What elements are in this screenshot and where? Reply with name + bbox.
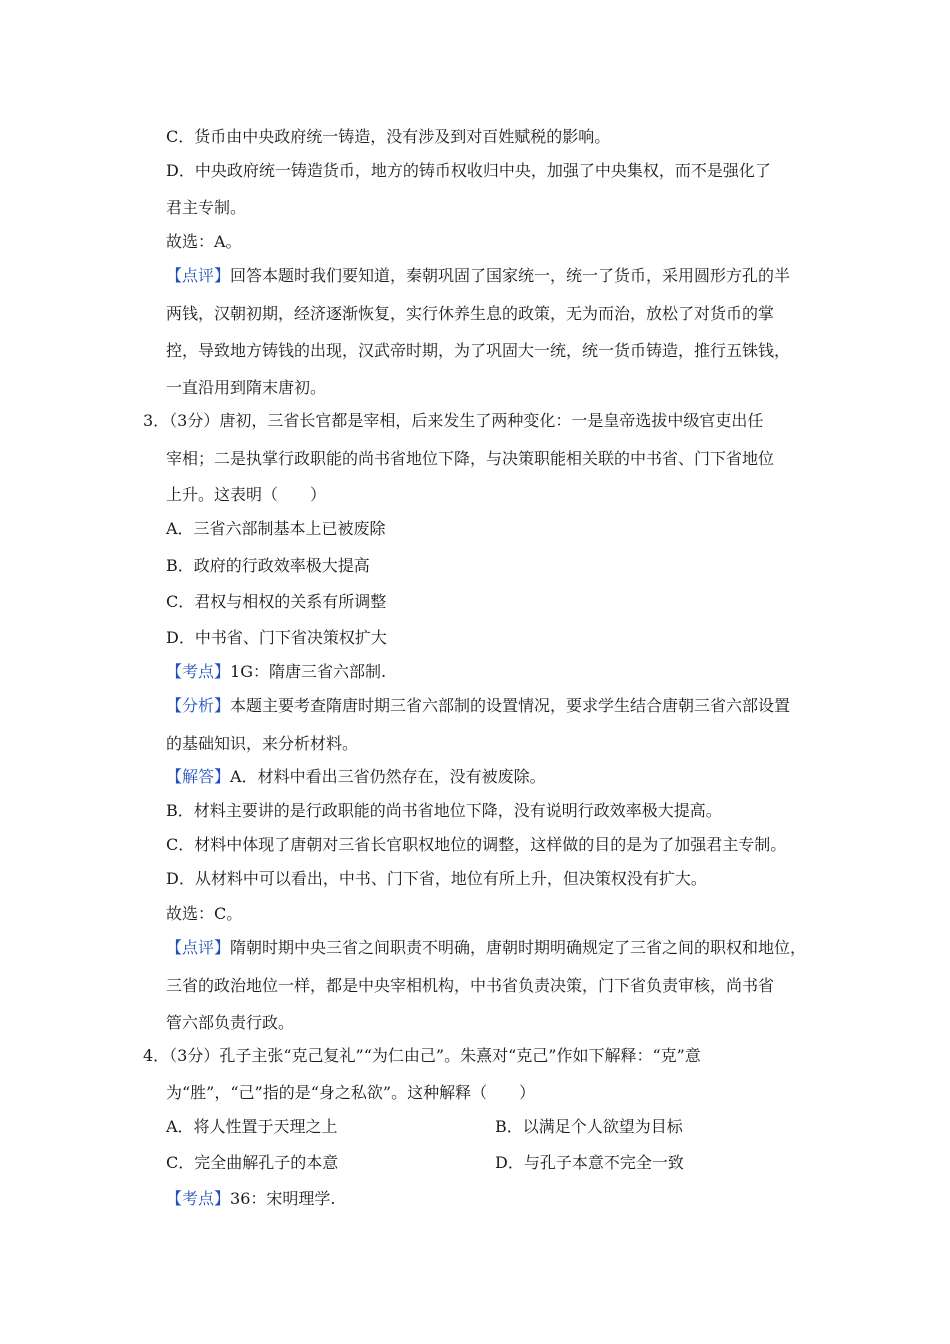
kaodian-tag: 【考点】 <box>166 1189 231 1208</box>
fenxi-line <box>166 695 790 717</box>
jieda-line: C．材料中体现了唐朝对三省长官职权地位的调整，这样做的目的是为了加强君主专制。 <box>166 835 787 854</box>
question-3-stem: 宰相；二是执掌行政职能的尚书省地位下降，与决策职能相关联的中书省、门下省地位 <box>166 449 775 468</box>
kaodian-text: 1G：隋唐三省六部制. <box>230 662 387 681</box>
question-3-option-d: D．中书省、门下省决策权扩大 <box>166 628 387 647</box>
question-3-stem: 上升。这表明（ ） <box>166 485 327 504</box>
question-4-option-b: B．以满足个人欲望为目标 <box>495 1117 683 1136</box>
question-4-option-c: C．完全曲解孔子的本意 <box>166 1153 339 1172</box>
kaodian-line <box>166 661 386 683</box>
fenxi-line: 的基础知识，来分析材料。 <box>166 734 359 753</box>
dianping-line: 管六部负责行政。 <box>166 1013 295 1032</box>
question-4-stem: 4．（3分）孔子主张“克己复礼”“为仁由己”。朱熹对“克己”作如下解释：“克”意 <box>143 1046 701 1065</box>
jieda-text: A．材料中看出三省仍然存在，没有被废除。 <box>230 767 546 786</box>
jieda-line <box>166 766 546 788</box>
jieda-tag: 【解答】 <box>166 767 231 786</box>
kaodian-tag: 【考点】 <box>166 662 231 681</box>
comment-line: 一直沿用到隋末唐初。 <box>166 378 327 397</box>
question-3-option-c: C．君权与相权的关系有所调整 <box>166 592 387 611</box>
comment-text: 回答本题时我们要知道，秦朝巩固了国家统一，统一了货币，采用圆形方孔的半 <box>230 266 791 285</box>
jieda-line: D．从材料中可以看出，中书、门下省，地位有所上升，但决策权没有扩大。 <box>166 869 707 888</box>
jieda-line: B．材料主要讲的是行政职能的尚书省地位下降，没有说明行政效率极大提高。 <box>166 801 722 820</box>
question-4-option-a: A．将人性置于天理之上 <box>166 1117 338 1136</box>
fenxi-tag: 【分析】 <box>166 696 231 715</box>
dianping-tag: 【点评】 <box>166 938 231 957</box>
comment-line: 控，导致地方铸钱的出现，汉武帝时期，为了巩固大一统，统一货币铸造，推行五铢钱， <box>166 341 791 360</box>
option-d-continued: 君主专制。 <box>166 198 247 217</box>
question-3-stem: 3．（3分）唐初，三省长官都是宰相，后来发生了两种变化：一是皇帝选拔中级官吏出任 <box>143 411 764 430</box>
dianping-line <box>166 937 806 959</box>
fenxi-text: 本题主要考查隋唐时期三省六部制的设置情况，要求学生结合唐朝三省六部设置 <box>230 696 791 715</box>
comment-tag: 【点评】 <box>166 266 231 285</box>
kaodian-line <box>166 1188 335 1210</box>
option-c: C．货币由中央政府统一铸造，没有涉及到对百姓赋税的影响。 <box>166 127 611 146</box>
comment-line <box>166 265 790 287</box>
comment-line: 两钱，汉朝初期，经济逐渐恢复，实行休养生息的政策，无为而治，放松了对货币的掌 <box>166 304 775 323</box>
question-3-option-b: B．政府的行政效率极大提高 <box>166 556 370 575</box>
option-d: D．中央政府统一铸造货币，地方的铸币权收归中央，加强了中央集权，而不是强化了 <box>166 161 771 180</box>
question-3-option-a: A．三省六部制基本上已被废除 <box>166 519 386 538</box>
dianping-text: 隋朝时期中央三省之间职责不明确，唐朝时期明确规定了三省之间的职权和地位， <box>230 938 807 957</box>
question-4-option-d: D．与孔子本意不完全一致 <box>495 1153 684 1172</box>
question-4-stem: 为“胜”，“己”指的是“身之私欲”。这种解释（ ） <box>166 1083 536 1102</box>
answer-line: 故选：C。 <box>166 904 243 923</box>
dianping-line: 三省的政治地位一样，都是中央宰相机构，中书省负责决策，门下省负责审核，尚书省 <box>166 976 775 995</box>
kaodian-text: 36：宋明理学. <box>230 1189 336 1208</box>
answer-line: 故选：A。 <box>166 232 242 251</box>
